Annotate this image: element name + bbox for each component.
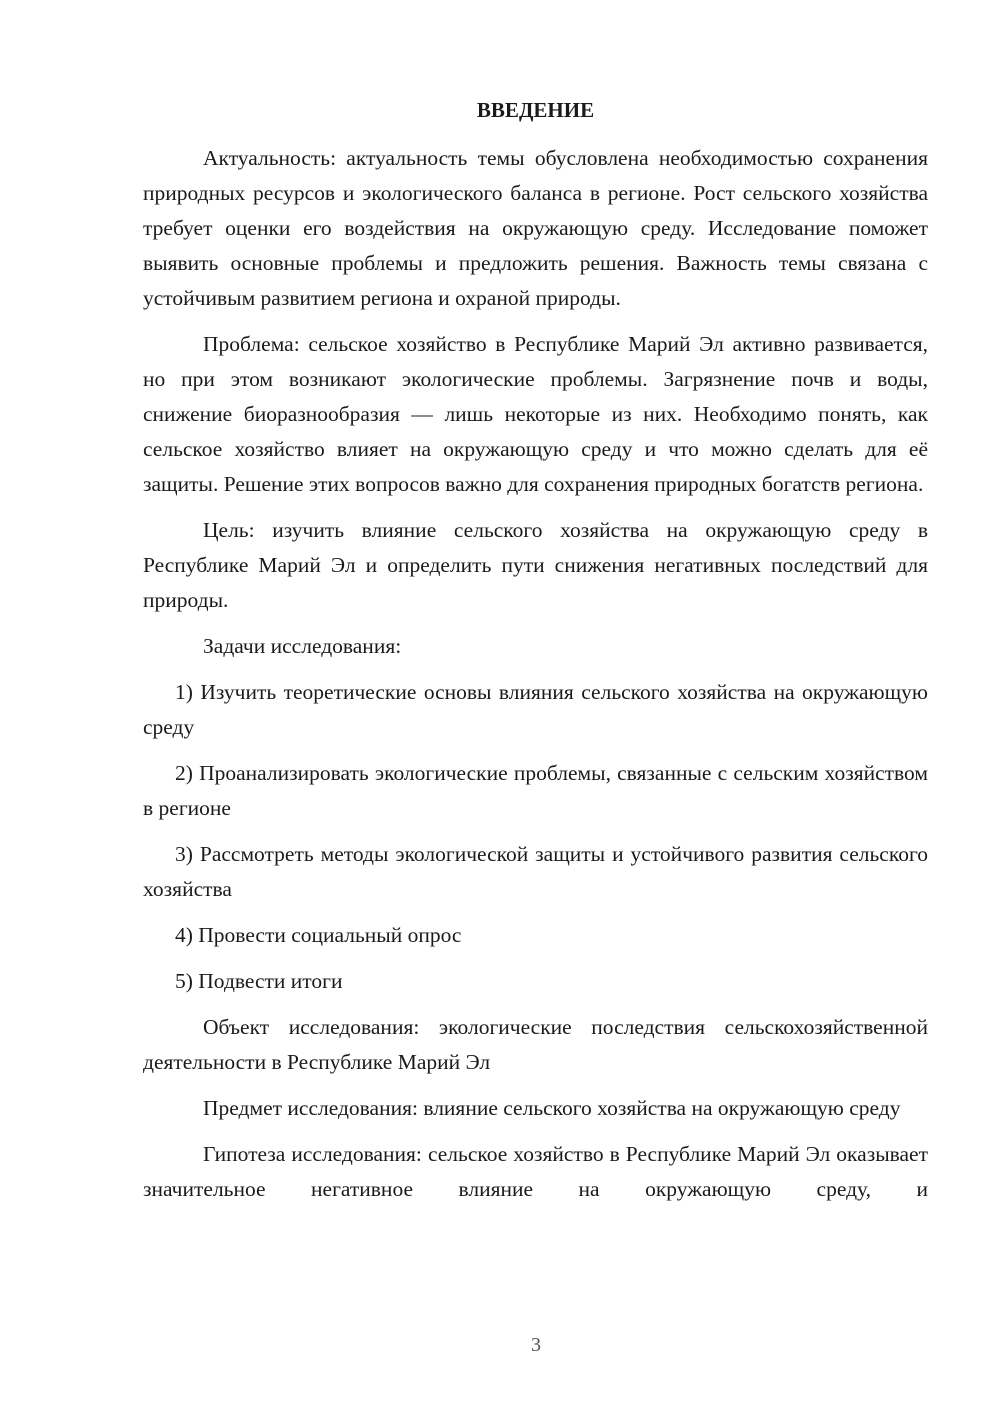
object-paragraph: Объект исследования: экологические последствия сельскохозяйственной деятельности в Республике Марий Эл: [143, 1015, 928, 1074]
hypothesis-paragraph: Гипотеза исследования: сельское хозяйство в Республике Марий Эл оказывает значительное негативное влияние на окружающую среду, и: [143, 1142, 928, 1201]
relevance-paragraph: Актуальность: актуальность темы обусловлена необходимостью сохранения природных ресурсов и экологического баланса в регионе. Рост сельского хозяйства требует оценки его воздействия на окружающую среду. Исследование поможет выявить основные проблемы и предложить решения. Важность темы связана с устойчивым развитием региона и охраной природы.: [143, 146, 928, 310]
task-item: 2) Проанализировать экологические проблемы, связанные с сельским хозяйством в регионе: [143, 761, 928, 820]
page-number: 3: [531, 1334, 541, 1356]
section-heading: ВВЕДЕНИЕ: [476, 98, 595, 122]
document-page: [143, 96, 928, 1207]
goal-paragraph: Цель: изучить влияние сельского хозяйства на окружающую среду в Республике Марий Эл и определить пути снижения негативных последствий для природы.: [143, 518, 928, 612]
problem-paragraph: Проблема: сельское хозяйство в Республике Марий Эл активно развивается, но при этом возникают экологические проблемы. Загрязнение почв и воды, снижение биоразнообразия — лишь некоторые из них. Необходимо понять, как сельское хозяйство влияет на окружающую среду и что можно сделать для её защиты. Решение этих вопросов важно для сохранения природных богатств региона.: [143, 332, 928, 496]
task-item: 1) Изучить теоретические основы влияния сельского хозяйства на окружающую среду: [143, 680, 928, 739]
task-item: 5) Подвести итоги: [175, 969, 343, 993]
task-item: 4) Провести социальный опрос: [175, 923, 462, 947]
subject-paragraph: Предмет исследования: влияние сельского хозяйства на окружающую среду: [203, 1096, 901, 1120]
task-item: 3) Рассмотреть методы экологической защиты и устойчивого развития сельского хозяйства: [143, 842, 928, 901]
tasks-heading: Задачи исследования:: [203, 634, 402, 658]
